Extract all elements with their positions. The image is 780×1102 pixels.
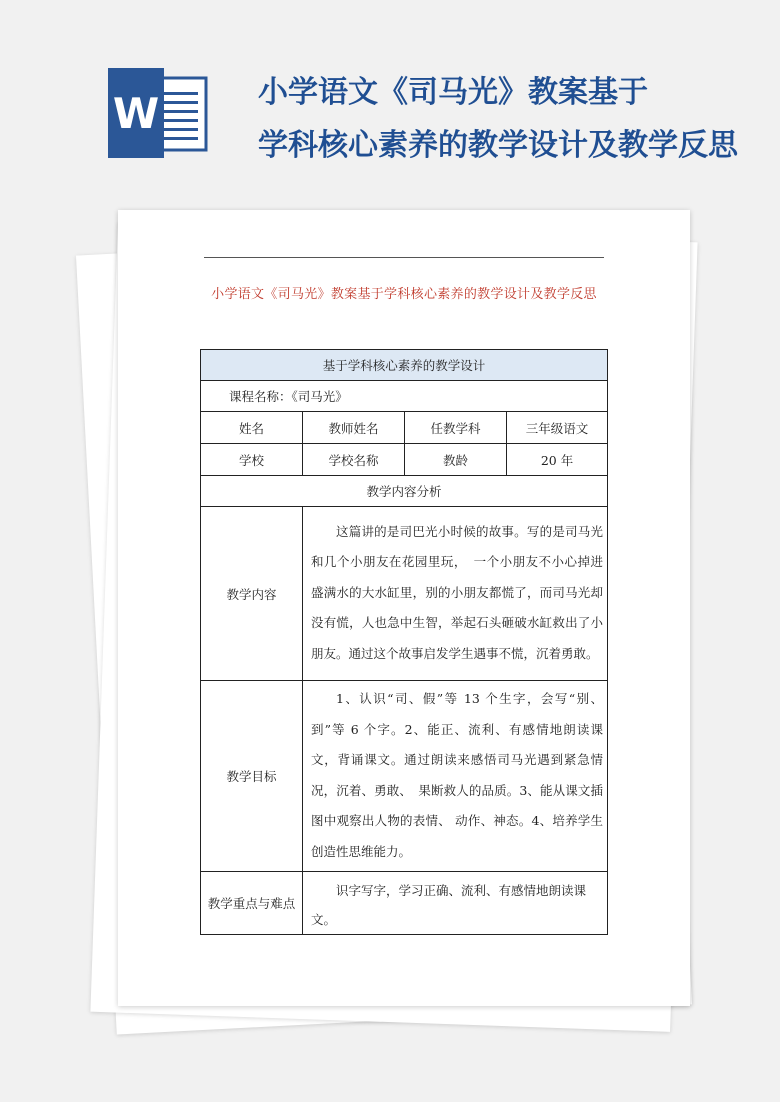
- table-row: [201, 381, 608, 412]
- table-cell: 姓名: [201, 412, 303, 444]
- table-header: 基于学科核心素养的教学设计: [201, 350, 608, 381]
- table-row: [201, 476, 608, 507]
- word-document-icon: [108, 68, 208, 158]
- table-row: [201, 350, 608, 381]
- goal-text: 1、认识“司、假”等 13 个生字，会写“别、到”等 6 个字。2、能正、流利、有感情地朗读课文，背诵课文。通过朗读来感悟司马光遇到紧急情况，沉着、勇敢、 果断救人的品质。3、能从课文插图中观察出人物的表情、 动作、神态。4、培养学生创造性思维能力。: [303, 681, 608, 872]
- table-cell: 教师姓名: [303, 412, 405, 444]
- lesson-plan-table: [200, 349, 608, 935]
- section-title: 教学内容分析: [201, 476, 608, 507]
- banner-title: [258, 66, 768, 172]
- table-row: [201, 681, 608, 872]
- goal-label: 教学目标: [201, 681, 303, 872]
- table-cell: 学校名称: [303, 444, 405, 476]
- table-row: [201, 872, 608, 935]
- document-title: 小学语文《司马光》教案基于学科核心素养的教学设计及教学反思: [211, 287, 597, 302]
- key-points-text: 识字写字，学习正确、流利、有感情地朗读课文。: [303, 872, 608, 935]
- table-cell: 20 年: [507, 444, 608, 476]
- key-points-label: 教学重点与难点: [201, 872, 303, 935]
- header-rule: [204, 257, 604, 258]
- banner-title-line2: 学科核心素养的教学设计及教学反思: [258, 128, 738, 163]
- table-row: [201, 444, 608, 476]
- content-text: 这篇讲的是司巴光小时候的故事。写的是司马光和几个小朋友在花园里玩， 一个小朋友不小心掉进盛满水的大水缸里，别的小朋友都慌了，而司马光却没有慌，人也急中生智，举起石头砸破水缸救出了小朋友。通过这个故事启发学生遇事不慌，沉着勇敢。: [303, 507, 608, 681]
- table-cell: 三年级语文: [507, 412, 608, 444]
- table-cell: 教龄: [405, 444, 507, 476]
- word-icon-letter: W: [112, 89, 160, 138]
- banner-title-line1: 小学语文《司马光》教案基于: [258, 75, 648, 110]
- course-name: 课程名称：《司马光》: [201, 381, 608, 412]
- table-row: [201, 507, 608, 681]
- table-row: [201, 412, 608, 444]
- table-cell: 学校: [201, 444, 303, 476]
- content-label: 教学内容: [201, 507, 303, 681]
- document-page: [118, 210, 690, 1006]
- table-cell: 任教学科: [405, 412, 507, 444]
